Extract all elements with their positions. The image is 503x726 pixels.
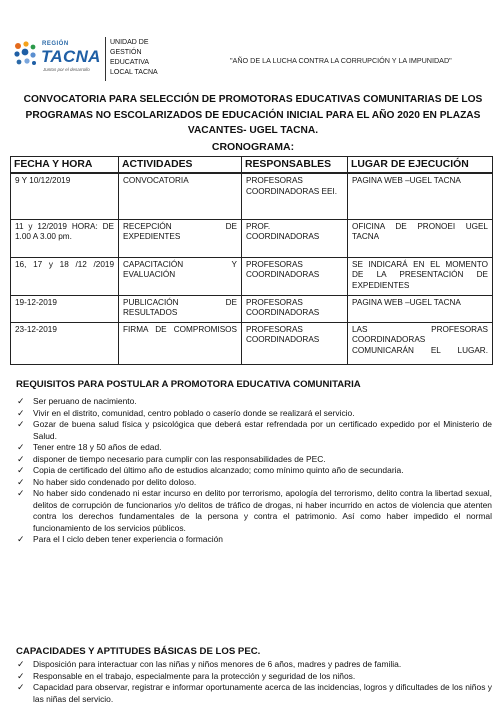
list-item: ✓ Capacidad para observar, registrar e informar oportunamente acerca de las incidencias, logros y dificultades de los niños y las niñas del servicio. xyxy=(17,682,492,704)
table-cell: PROFESORAS COORDINADORAS xyxy=(242,322,348,364)
list-item: ✓ No haber sido condenado ni estar incurso en delito por terrorismo, apología del terrorismo, delito contra la libertad sexual, delitos de corrupción de funcionarios y/o delitos de tráfico de drogas, ni haber incurrido en actos de violencia que atenten contra los derechos fundamentales de la persona y contra el patrimonio. Así como haber impedido el normal funcionamiento de los servicios públicos. xyxy=(17,488,492,533)
schedule-table xyxy=(10,156,493,365)
list-item: ✓ Gozar de buena salud física y psicológica que deberá estar refrendada por un certificado expedido por el Ministerio de Salud. xyxy=(17,419,492,441)
check-icon: ✓ xyxy=(17,488,25,498)
table-cell: 23-12-2019 xyxy=(11,322,119,364)
check-icon: ✓ xyxy=(17,476,25,487)
table-cell: SE INDICARÁ EN EL MOMENTO DE LA PRESENTACIÓN DE EXPEDIENTES xyxy=(348,257,493,295)
column-header: ACTIVIDADES xyxy=(119,157,242,174)
check-icon: ✓ xyxy=(17,442,25,452)
table-cell: CONVOCATORIA xyxy=(119,173,242,219)
table-cell: OFICINA DE PRONOEI UGEL TACNA xyxy=(348,219,493,257)
unit-name xyxy=(110,38,158,78)
table-row xyxy=(11,173,493,219)
check-icon: ✓ xyxy=(17,396,25,406)
list-item: ✓ Tener entre 18 y 50 años de edad. xyxy=(17,442,162,452)
table-cell: 9 Y 10/12/2019 xyxy=(11,173,119,219)
unit-line: GESTIÓN xyxy=(110,49,142,56)
list-item: ✓ No haber sido condenado por delito doloso. xyxy=(17,476,197,487)
year-motto: "AÑO DE LA LUCHA CONTRA LA CORRUPCIÓN Y LA IMPUNIDAD" xyxy=(230,56,452,65)
table-cell: RECEPCIÓN DE EXPEDIENTES xyxy=(119,219,242,257)
table-row xyxy=(11,295,493,322)
check-icon: ✓ xyxy=(17,465,25,475)
logo-tacna-text: TACNA xyxy=(41,47,101,66)
table-cell: 16, 17 y 18 /12 /2019 xyxy=(11,257,119,295)
document-title: CONVOCATORIA PARA SELECCIÓN DE PROMOTORAS EDUCATIVAS COMUNITARIAS DE LOS PROGRAMAS NO ESCOLARIZADOS DE EDUCACIÓN INICIAL PARA EL AÑO 2020 EN PLAZAS VACANTES- UGEL TACNA. xyxy=(23,94,483,136)
unit-line: UNIDAD DE xyxy=(110,39,149,46)
table-cell: PAGINA WEB –UGEL TACNA xyxy=(348,173,493,219)
list-item: ✓ Ser peruano de nacimiento. xyxy=(17,396,137,406)
check-icon: ✓ xyxy=(17,670,25,681)
region-tacna-logo xyxy=(12,38,108,80)
capabilities-list xyxy=(16,659,492,705)
column-header: LUGAR DE EJECUCIÓN xyxy=(348,157,493,174)
requirements-list xyxy=(16,396,492,546)
check-icon: ✓ xyxy=(17,407,25,418)
table-row xyxy=(11,257,493,295)
table-cell: 11 y 12/2019 HORA: DE 1.00 A 3.00 pm. xyxy=(11,219,119,257)
list-item: ✓ Disposición para interactuar con las niñas y niños menores de 6 años, madres y padres de familia. xyxy=(17,659,402,669)
capabilities-heading: CAPACIDADES Y APTITUDES BÁSICAS DE LOS PEC. xyxy=(16,646,261,657)
check-icon: ✓ xyxy=(17,659,25,669)
list-item: ✓ Responsable en el trabajo, especialmente para la protección y seguridad de los niños. xyxy=(17,670,356,681)
unit-line: EDUCATIVA xyxy=(110,59,150,66)
list-item: ✓ Vivir en el distrito, comunidad, centro poblado o caserío donde se realizará el servicio. xyxy=(17,407,355,418)
check-icon: ✓ xyxy=(17,453,25,464)
list-item: ✓ disponer de tiempo necesario para cumplir con las responsabilidades de PEC. xyxy=(17,453,326,464)
table-cell: 19-12-2019 xyxy=(11,295,119,322)
logo-slogan: Juntos por el desarrollo xyxy=(43,67,90,72)
table-cell: LAS PROFESORAS COORDINADORAS COMUNICARÁN EL LUGAR. xyxy=(348,322,493,364)
check-icon: ✓ xyxy=(17,534,25,544)
requirements-heading: REQUISITOS PARA POSTULAR A PROMOTORA EDUCATIVA COMUNITARIA xyxy=(16,379,361,390)
table-header-row xyxy=(11,157,493,174)
check-icon: ✓ xyxy=(17,682,25,692)
table-cell: FIRMA DE COMPROMISOS xyxy=(119,322,242,364)
table-cell: PROFESORAS COORDINADORAS xyxy=(242,257,348,295)
column-header: RESPONSABLES xyxy=(242,157,348,174)
table-cell: PUBLICACIÓN DE RESULTADOS xyxy=(119,295,242,322)
header-divider xyxy=(105,37,106,81)
list-item: ✓ Copia de certificado del último año de estudios alcanzado; como mínimo quinto año de secundaria. xyxy=(17,465,404,475)
check-icon: ✓ xyxy=(17,419,25,429)
region-logo-icon xyxy=(12,40,40,70)
table-cell: PROF. COORDINADORAS xyxy=(242,219,348,257)
schedule-heading: CRONOGRAMA: xyxy=(211,141,295,153)
unit-line: LOCAL TACNA xyxy=(110,69,158,76)
logo-region-text: REGIÓN xyxy=(42,41,69,47)
table-cell: PAGINA WEB –UGEL TACNA xyxy=(348,295,493,322)
table-cell: PROFESORAS COORDINADORAS EEI. xyxy=(242,173,348,219)
table-cell: PROFESORAS COORDINADORAS xyxy=(242,295,348,322)
table-row xyxy=(11,322,493,364)
table-row xyxy=(11,219,493,257)
column-header: FECHA Y HORA xyxy=(11,157,119,174)
table-cell: CAPACITACIÓN Y EVALUACIÓN xyxy=(119,257,242,295)
list-item: ✓ Para el I ciclo deben tener experiencia o formación xyxy=(17,534,223,544)
